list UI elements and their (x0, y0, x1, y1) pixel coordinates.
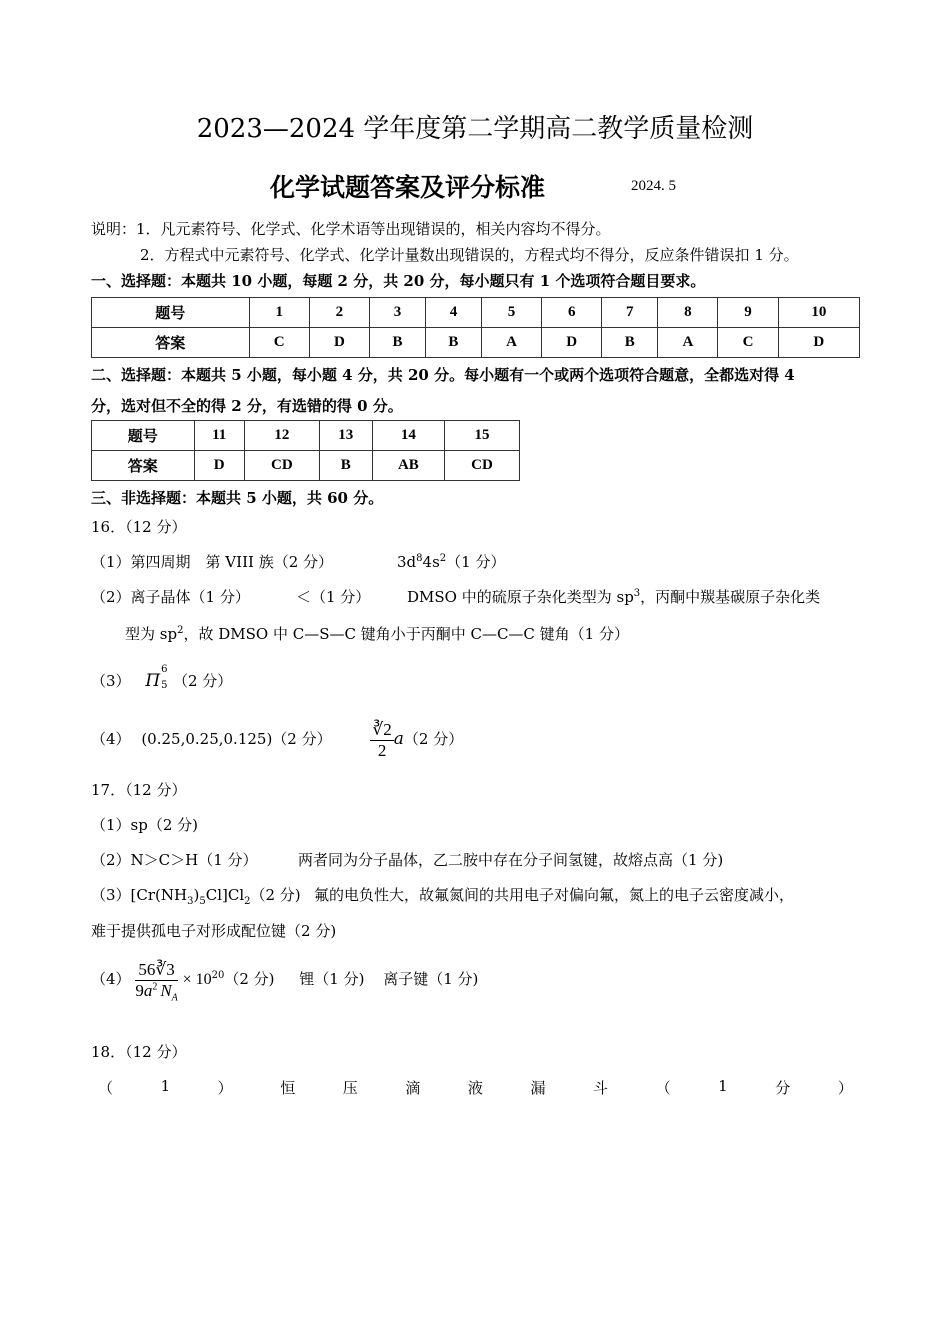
q16-part2-c: DMSO 中的硫原子杂化类型为 $sp^3$，丙酮中羰基碳原子杂化类 (407, 588, 821, 606)
q16-part1-a: （1）第四周期 第 VIII 族（2 分） (91, 553, 334, 571)
q17-part4: （4） $\frac{56∛3}{9a^2 N_A}$ × $10^{20}(2$ 分) 锂（1 分) 离子键（1 分) (91, 959, 479, 1003)
section1-heading: 一、选择题：本题共 10 小题，每题 2 分，共 20 分，每小题只有 1 个选项符合题目要求。 (91, 272, 706, 290)
q16-part2-d: 型为 $sp^2$，故 DMSO 中 C—S—C 键角小于丙酮中 C—C—C 键角（1 分） (125, 625, 629, 643)
q16-part2-b: ＜（1 分） (296, 588, 371, 606)
q16-part4: （4） (0.25,0.25,0.125)（2 分） $\frac{∛2}{2}$ a（2 分） (91, 719, 464, 760)
row-label-answer: 答案 (92, 451, 195, 481)
table-cell: 2 (309, 298, 369, 328)
table-cell: 12 (244, 421, 319, 451)
fraction-density: $\frac{56∛3}{9a^2 N_A}$ (135, 959, 178, 1003)
table-cell: A (658, 328, 718, 358)
section1-answer-table (91, 297, 860, 358)
q18-part1: （ 1 ） 恒 压 滴 液 漏 斗 （ 1 分 ） (98, 1077, 853, 1097)
document-date: 2024. 5 (631, 178, 676, 194)
section2-heading-line2: 分，选对但不全的得 2 分，有选错的得 0 分。 (91, 397, 403, 415)
q16-part1-b: $3d^84s^2(1$ 分） (397, 553, 506, 571)
table-cell: 7 (602, 298, 658, 328)
table-cell: A (481, 328, 541, 358)
table-cell: B (319, 451, 372, 481)
note-1: 1．凡元素符号、化学式、化学术语等出现错误的，相关内容均不得分。 (136, 220, 611, 238)
section2-heading-line1: 二、选择题：本题共 5 小题，每小题 4 分，共 20 分。每小题有一个或两个选项符合题意，全都选对得 4 (91, 366, 795, 384)
table-cell: 15 (444, 421, 519, 451)
table-cell: D (778, 328, 859, 358)
section2-answer-table (91, 420, 520, 481)
q18-heading: 18．（12 分） (91, 1043, 187, 1061)
table-cell: CD (444, 451, 519, 481)
q17-part3-a: $(3)[Cr(NH_3)_5Cl]Cl_2(2$ 分) (91, 886, 301, 907)
table-cell: C (249, 328, 309, 358)
q17-part3-c: 难于提供孤电子对形成配位键（2 分) (91, 922, 337, 940)
q17-part2-b: 两者同为分子晶体，乙二胺中存在分子间氢键，故熔点高（1 分) (298, 851, 724, 869)
q17-part3-b: 氟的电负性大，故氟氮间的共用电子对偏向氟，氮上的电子云密度减小， (314, 886, 795, 904)
table-cell: 6 (542, 298, 602, 328)
notes-lead: 说明：1．凡元素符号、化学式、化学术语等出现错误的，相关内容均不得分。 (91, 220, 611, 238)
row-label-answer: 答案 (92, 328, 250, 358)
q17-part1: （1）sp（2 分) (91, 816, 199, 834)
q17-heading: 17．（12 分） (91, 781, 187, 799)
table-cell: 10 (778, 298, 859, 328)
table-row (92, 328, 860, 358)
fraction-cuberoot2-over-2: $\frac{∛2}{2}$ (372, 719, 392, 760)
pi-symbol: Π 6 5 (145, 664, 168, 691)
table-cell: 1 (249, 298, 309, 328)
q17-part2-a: （2）N＞C＞H（1 分） (91, 851, 258, 869)
table-cell: AB (372, 451, 444, 481)
table-cell: 14 (372, 421, 444, 451)
table-cell: D (542, 328, 602, 358)
row-label-question: 题号 (92, 298, 250, 328)
table-cell: D (309, 328, 369, 358)
table-cell: 8 (658, 298, 718, 328)
table-cell: 13 (319, 421, 372, 451)
table-cell: 5 (481, 298, 541, 328)
q16-part2-a: （2）离子晶体（1 分） (91, 588, 250, 606)
table-cell: B (425, 328, 481, 358)
table-cell: D (194, 451, 244, 481)
q16-heading: 16．（12 分） (91, 518, 187, 536)
row-label-question: 题号 (92, 421, 195, 451)
table-cell: CD (244, 451, 319, 481)
table-row (92, 421, 520, 451)
section3-heading: 三、非选择题：本题共 5 小题，共 60 分。 (91, 489, 384, 507)
table-cell: B (602, 328, 658, 358)
table-row (92, 451, 520, 481)
table-cell: B (369, 328, 425, 358)
q16-part3: （3） Π 6 5 （2 分） (91, 664, 233, 691)
document-subtitle: 化学试题答案及评分标准 (270, 173, 546, 202)
table-cell: 4 (425, 298, 481, 328)
document-title: 2023—2024 学年度第二学期高二教学质量检测 (196, 114, 754, 144)
table-cell: 3 (369, 298, 425, 328)
table-row (92, 298, 860, 328)
table-cell: C (718, 328, 778, 358)
table-cell: 9 (718, 298, 778, 328)
table-cell: 11 (194, 421, 244, 451)
note-2: 2．方程式中元素符号、化学式、化学计量数出现错误的，方程式均不得分，反应条件错误扣 1 分。 (140, 246, 799, 264)
